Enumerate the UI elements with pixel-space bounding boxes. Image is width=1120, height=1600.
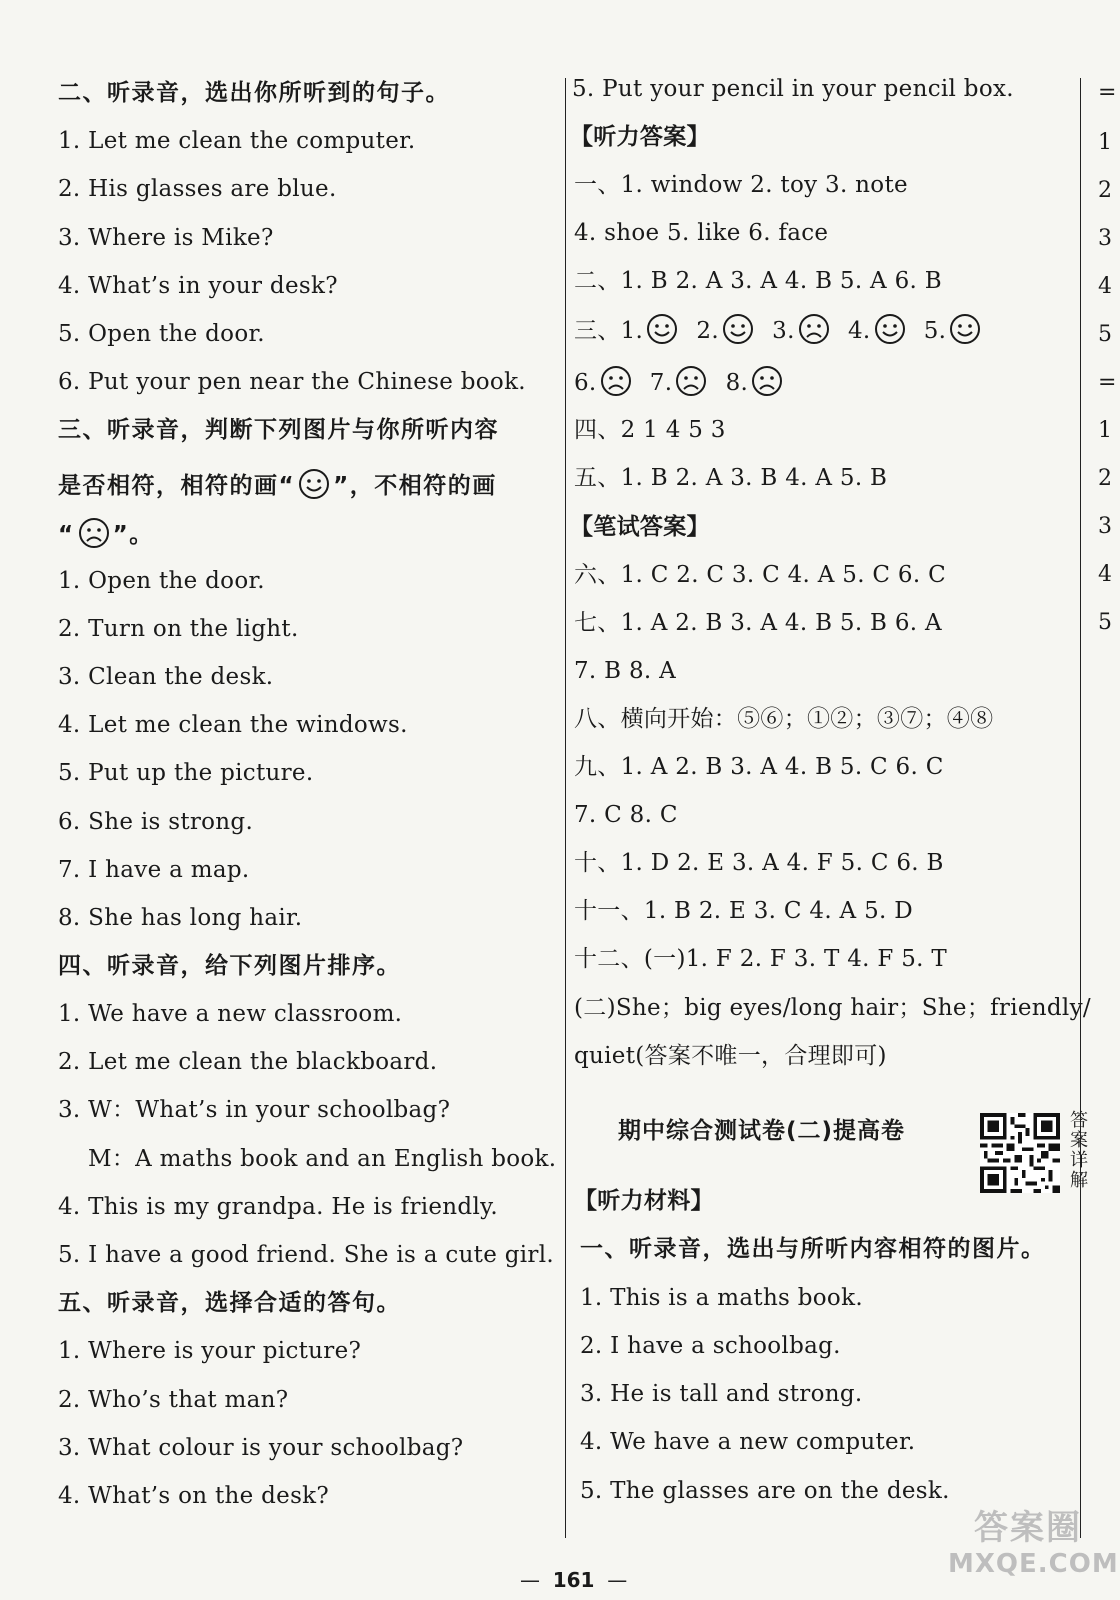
list-item: 1. Where is your picture? <box>58 1338 362 1364</box>
list-item: 4. What’s in your desk? <box>58 273 338 299</box>
list-item: 4. What’s on the desk? <box>58 1483 330 1509</box>
list-item: 3. What colour is your schoolbag? <box>58 1435 464 1461</box>
list-item: 1. Open the door. <box>58 568 265 594</box>
list-item: 4. Let me clean the windows. <box>58 712 408 738</box>
list-item: 5. Open the door. <box>58 321 265 347</box>
list-item: 2. I have a schoolbag. <box>580 1333 841 1359</box>
frown-face-icon <box>797 312 831 346</box>
list-item: 3. Where is Mike? <box>58 225 274 251</box>
list-item: 4. This is my grandpa. He is friendly. <box>58 1194 498 1220</box>
section-4-title: 四、听录音，给下列图片排序。 <box>58 953 401 979</box>
section-3-title-line2: 是否相符，相符的画“ ”，不相符的画 <box>58 467 497 501</box>
answer-row: 7. B 8. A <box>574 658 677 684</box>
list-item: 4. We have a new computer. <box>580 1429 916 1455</box>
list-item: 7. I have a map. <box>58 857 250 883</box>
answer-row: 六、1. C 2. C 3. C 4. A 5. C 6. C <box>574 562 946 588</box>
list-item: 2. Who’s that man? <box>58 1387 289 1413</box>
material-1-title: 一、听录音，选出与所听内容相符的图片。 <box>580 1236 1046 1262</box>
answer-row: quiet(答案不唯一，合理即可) <box>574 1043 887 1069</box>
list-item: 2. Turn on the light. <box>58 616 299 642</box>
list-item: 3. He is tall and strong. <box>580 1381 863 1407</box>
listening-answers-heading: 【听力答案】 <box>570 124 710 150</box>
list-item: 3. W：What’s in your schoolbag? <box>58 1097 451 1123</box>
answer-row: 7. C 8. C <box>574 802 678 828</box>
answer-row: 4. shoe 5. like 6. face <box>574 220 829 246</box>
list-item: 1. We have a new classroom. <box>58 1001 403 1027</box>
answer-row: 十、1. D 2. E 3. A 4. F 5. C 6. B <box>574 850 944 876</box>
list-item: 2. Let me clean the blackboard. <box>58 1049 438 1075</box>
answer-row: 二、1. B 2. A 3. A 4. B 5. A 6. B <box>574 268 942 294</box>
section-3-title-line1: 三、听录音，判断下列图片与你所听内容 <box>58 417 499 443</box>
list-item: 6. Put your pen near the Chinese book. <box>58 369 526 395</box>
right-edge-column: = 1 2 3 4 5 = 1 2 3 4 5 <box>1098 80 1117 635</box>
answer-row-faces: 6. 7. 8. <box>574 364 786 398</box>
answer-row: 十一、1. B 2. E 3. C 4. A 5. D <box>574 898 913 924</box>
list-item: 1. Let me clean the computer. <box>58 128 416 154</box>
exam-title: 期中综合测试卷(二)提高卷 <box>618 1118 906 1144</box>
frown-face-icon <box>77 516 111 550</box>
section-5-title: 五、听录音，选择合适的答句。 <box>58 1290 401 1316</box>
list-item: 1. This is a maths book. <box>580 1285 863 1311</box>
list-item: 3. Clean the desk. <box>58 664 274 690</box>
answer-row: 五、1. B 2. A 3. B 4. A 5. B <box>574 465 888 491</box>
frown-face-icon <box>674 364 708 398</box>
written-answers-heading: 【笔试答案】 <box>570 514 710 540</box>
page-number: — 161 — <box>520 1568 628 1592</box>
column-divider <box>1080 78 1081 1538</box>
list-item: 5. I have a good friend. She is a cute girl. <box>58 1242 554 1268</box>
list-item: 5. Put your pencil in your pencil box. <box>572 76 1014 102</box>
watermark-logo: 答案圈 MXQE.COM <box>948 1508 1119 1579</box>
answer-row: 一、1. window 2. toy 3. note <box>574 172 908 198</box>
answer-row: 九、1. A 2. B 3. A 4. B 5. C 6. C <box>574 754 944 780</box>
listening-material-heading: 【听力材料】 <box>574 1188 714 1214</box>
answer-row: 四、2 1 4 5 3 <box>574 417 726 443</box>
answer-row: 八、横向开始：⑤⑥；①②；③⑦；④⑧ <box>574 706 994 732</box>
smile-face-icon <box>721 312 755 346</box>
section-3-title-line3: “ ”。 <box>58 516 154 550</box>
smile-face-icon <box>297 467 331 501</box>
smile-face-icon <box>873 312 907 346</box>
section-2-title: 二、听录音，选出你所听到的句子。 <box>58 80 450 106</box>
list-item: 5. Put up the picture. <box>58 760 314 786</box>
list-item: M：A maths book and an English book. <box>88 1146 557 1172</box>
frown-face-icon <box>599 364 633 398</box>
list-item: 8. She has long hair. <box>58 905 303 931</box>
answer-row: 十二、(一)1. F 2. F 3. T 4. F 5. T <box>574 946 948 972</box>
answer-row-faces: 三、1. 2. 3. 4. 5. <box>574 312 984 346</box>
frown-face-icon <box>750 364 784 398</box>
list-item: 6. She is strong. <box>58 809 254 835</box>
qr-code-icon[interactable] <box>980 1113 1060 1193</box>
qr-caption: 答案详解 <box>1067 1110 1088 1190</box>
answer-row: 七、1. A 2. B 3. A 4. B 5. B 6. A <box>574 610 942 636</box>
list-item: 2. His glasses are blue. <box>58 176 337 202</box>
list-item: 5. The glasses are on the desk. <box>580 1478 950 1504</box>
column-divider <box>565 78 566 1538</box>
smile-face-icon <box>948 312 982 346</box>
smile-face-icon <box>645 312 679 346</box>
answer-row: (二)She；big eyes/long hair；She；friendly/ <box>574 995 1091 1021</box>
